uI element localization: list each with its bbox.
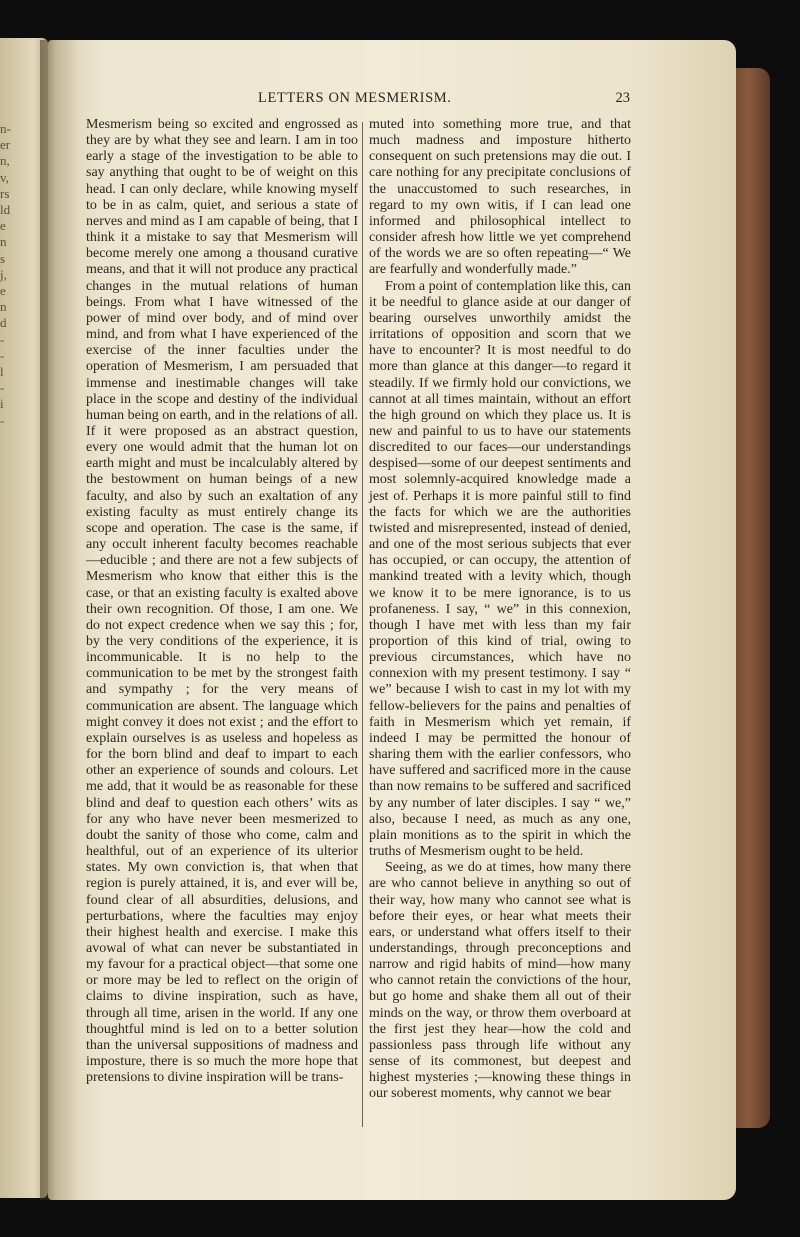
text-column-right — [369, 117, 631, 1103]
paragraph: From a point of contemplation like this, can it be needful to glance aside at our danger of bearing ourselves unworthily amidst the irritations of opposition and scorn that we have to encounter? It is most needful to do more than glance at this danger—to regard it steadily. If we firmly hold our convictions, we cannot at all times maintain, without an effort the high ground on which they place us. It is new and painful to us to have our statements discredited to our faces—our understandings despised—some of our deepest sentiments and most solemnly-acquired knowledge made a jest of. Perhaps it is more painful still to find the facts for which we are the authorities twisted and misrepresented, instead of denied, and one of the most serious subjects that ever has occupied, or can occupy, the attention of mankind treated with a levity which, though we know it to be mere ignorance, is to us profaneness. I say, “ we” in this connexion, though I have met with less than my fair proportion of this kind of trial, owing to previous circumstances, which have no connexion with my present testimony. I say “ we” because I wish to cast in my lot with my fellow-believers for the pains and penalties of faith in Mesmerism which yet remain, if indeed I may be permitted the honour of sharing them with the earlier confessors, who have suffered and sacrificed more in the cause than now remains to be suffered and sacrificed by any number of later disciples. I say “ we,” also, because I need, as much as any one, plain monitions as to the spirit in which the truths of Mesmerism ought to be held. — [369, 278, 631, 860]
facing-page-fragment: n, — [0, 153, 10, 169]
facing-page-fragment: s — [0, 250, 6, 266]
facing-page-fragment: er — [0, 137, 11, 153]
paragraph: muted into something more true, and that much madness and imposture hitherto consequent on such pretensions may die out. I care nothing for any precipitate conclusions of the unaccustomed to such researches, in regard to my own witis, if I can lead one informed and philosophical intellect to consider afresh how little we yet comprehend of the words we are so often repeating—“ We are fearfully and wonderfully made.” — [369, 117, 631, 278]
running-head: LETTERS ON MESMERISM. — [258, 90, 452, 106]
facing-page-fragment: - — [0, 347, 5, 363]
paragraph: Seeing, as we do at times, how many there are who cannot believe in anything so out of their way, how many who cannot see what is before their eyes, or hear what meets their ears, or understand what offers itself to their understandings, through preconceptions and narrow and rigid habits of mind—how many who cannot retain the convictions of the hour, but go home and shake them all out of their minds on the way, or throw them overboard at the first jest they hear—how the cold and passionless pass through life without any sense of its commonest, but deepest and highest mysteries ;—knowing these things in our soberest moments, why cannot we bear — [369, 860, 631, 1102]
text-column-left — [86, 117, 358, 1086]
facing-page-fragment: e — [0, 218, 6, 234]
facing-page-fragment: d — [0, 315, 7, 331]
facing-page-fragment: - — [0, 412, 5, 428]
page-header — [60, 90, 630, 114]
facing-page-fragment: - — [0, 331, 5, 347]
facing-page-fragment: l — [0, 364, 4, 379]
facing-page-fragment: n — [0, 299, 7, 315]
facing-page-fragment: n- — [0, 121, 11, 136]
facing-page-fragment: n — [0, 234, 7, 250]
facing-page-fragment: e — [0, 283, 6, 298]
facing-page-fragment: rs — [0, 185, 10, 201]
facing-page-fragment: v, — [0, 169, 9, 185]
column-divider — [362, 122, 363, 1127]
facing-page-fragment: i — [0, 396, 4, 412]
page-number: 23 — [615, 90, 630, 106]
facing-page-fragment: - — [0, 380, 5, 396]
paragraph: Mesmerism being so excited and engrossed as they are by what they see and learn. I am in too early a stage of the investigation to be able to say anything that ought to be of weight on this head. I can only declare, while knowing myself to be in as calm, quiet, and serious a state of nerves and mind as I am capable of being, that I think it a mistake to say that Mesmerism will become merely one among a thousand curative means, and that it will not produce any practical changes in the mutual relations of human beings. From what I have witnessed of the power of mind over body, and of mind over mind, and from what I have experienced of the exercise of the inner faculties under the operation of Mesmerism, I am persuaded that immense and inestimable changes will take place in the scope and destiny of the individual human being on earth, and in the relations of all. If it were proposed as an abstract question, every one would admit that the human lot on earth might and must be incalculably altered by the bestowment on human beings of a new faculty, and also by such an exaltation of any existing faculty as must entirely change its scope and operation. The case is the same, if any occult inherent faculty becomes reachable—educible ; and there are not a few subjects of Mesmerism who know that either this is the case, or that an existing faculty is exalted above their own recognition. Of those, I am one. We do not expect credence when we say this ; for, by the very conditions of the experience, it is incommunicable. It is no help to the communication to be met by the strongest faith and sympathy ; for the very means of communication are absent. The language which might convey it does not exist ; and the effort to explain ourselves is as useless and hopeless as for the born blind and deaf to impart to each other an experience of sounds and colours. Let me add, that it would be as reasonable for these blind and deaf to question each others’ wits as for any who have never been mesmerized to doubt the sanity of those who come, calm and healthful, out of an experience of its ulterior states. My own conviction is, that when that region is purely attained, it is, and ever will be, found clear of all absurdities, delusions, and perturbations, where the faculties may enjoy their highest health and exercise. I make this avowal of what can never be substantiated in my favour for a practical object—that some one or more may be led to reflect on the origin of claims to divine inspiration, such as have, through all time, arisen in the world. If any one thoughtful mind is led on to a better solution than the universal suppositions of madness and imposture, there is so much the more hope that pretensions to divine inspiration will be trans- — [86, 117, 358, 1086]
spine-shadow — [40, 40, 80, 1200]
facing-page-fragment: j, — [0, 266, 7, 282]
facing-page-fragment: ld — [0, 202, 11, 217]
book-cover-edge — [730, 68, 770, 1128]
